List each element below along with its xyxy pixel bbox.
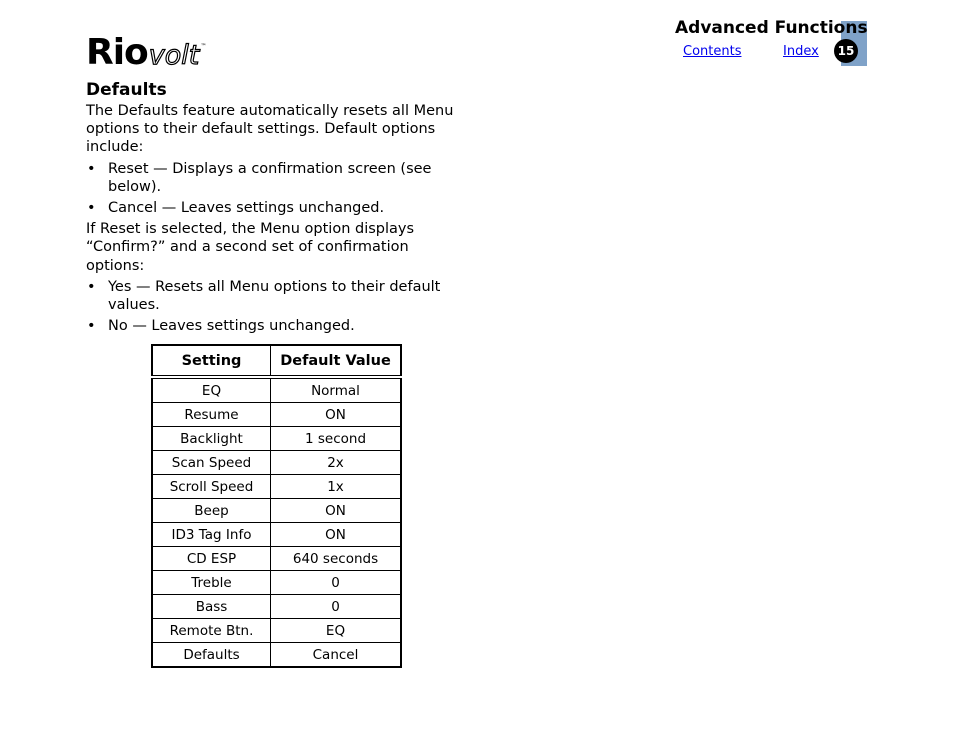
intro-paragraph: The Defaults feature automatically resets all Menu options to their default settings. Default options include:	[86, 103, 454, 156]
confirm-paragraph: If Reset is selected, the Menu option displays “Confirm?” and a second set of confirmation options:	[86, 221, 415, 274]
logo-brand-text: Rio	[86, 32, 148, 73]
page-number-badge: 15	[834, 39, 858, 63]
setting-cell: Scroll Speed	[152, 475, 271, 499]
table-header-row	[152, 345, 401, 377]
table-row	[152, 547, 401, 571]
list-item: • No — Leaves settings unchanged.	[86, 317, 466, 335]
logo-model-text: volt	[148, 40, 200, 71]
setting-cell: CD ESP	[152, 547, 271, 571]
table-row	[152, 595, 401, 619]
value-cell: 2x	[271, 451, 402, 475]
setting-cell: Defaults	[152, 643, 271, 668]
value-cell: 0	[271, 595, 402, 619]
table-row	[152, 523, 401, 547]
setting-cell: Scan Speed	[152, 451, 271, 475]
rio-volt-logo	[86, 31, 206, 71]
default-options-list	[86, 160, 466, 218]
list-item: • Cancel — Leaves settings unchanged.	[86, 199, 466, 217]
setting-cell: EQ	[152, 377, 271, 403]
table-row	[152, 571, 401, 595]
setting-cell: Remote Btn.	[152, 619, 271, 643]
setting-cell: Backlight	[152, 427, 271, 451]
table-row	[152, 427, 401, 451]
confirm-options-list	[86, 278, 466, 336]
table-row	[152, 619, 401, 643]
value-cell: 1x	[271, 475, 402, 499]
value-cell: Cancel	[271, 643, 402, 668]
page-heading: Defaults	[86, 80, 167, 100]
setting-cell: Bass	[152, 595, 271, 619]
setting-cell: ID3 Tag Info	[152, 523, 271, 547]
value-cell: 0	[271, 571, 402, 595]
index-link[interactable]: Index	[783, 44, 819, 59]
value-cell: ON	[271, 523, 402, 547]
list-item: • Yes — Resets all Menu options to their default values.	[86, 278, 466, 314]
table-row	[152, 643, 401, 668]
value-cell: 640 seconds	[271, 547, 402, 571]
setting-cell: Treble	[152, 571, 271, 595]
logo-trademark: ™	[200, 43, 207, 50]
value-cell: Normal	[271, 377, 402, 403]
main-content	[86, 80, 466, 338]
value-cell: EQ	[271, 619, 402, 643]
table-row	[152, 377, 401, 403]
table-row	[152, 451, 401, 475]
header-setting: Setting	[152, 345, 271, 377]
setting-cell: Beep	[152, 499, 271, 523]
value-cell: ON	[271, 499, 402, 523]
list-item: • Reset — Displays a confirmation screen (see below).	[86, 160, 466, 196]
contents-link[interactable]: Contents	[683, 44, 742, 59]
table-row	[152, 499, 401, 523]
value-cell: 1 second	[271, 427, 402, 451]
table-row	[152, 475, 401, 499]
value-cell: ON	[271, 403, 402, 427]
defaults-table	[151, 344, 402, 668]
section-title: Advanced Functions	[675, 18, 868, 38]
setting-cell: Resume	[152, 403, 271, 427]
table-row	[152, 403, 401, 427]
header-default-value: Default Value	[271, 345, 402, 377]
